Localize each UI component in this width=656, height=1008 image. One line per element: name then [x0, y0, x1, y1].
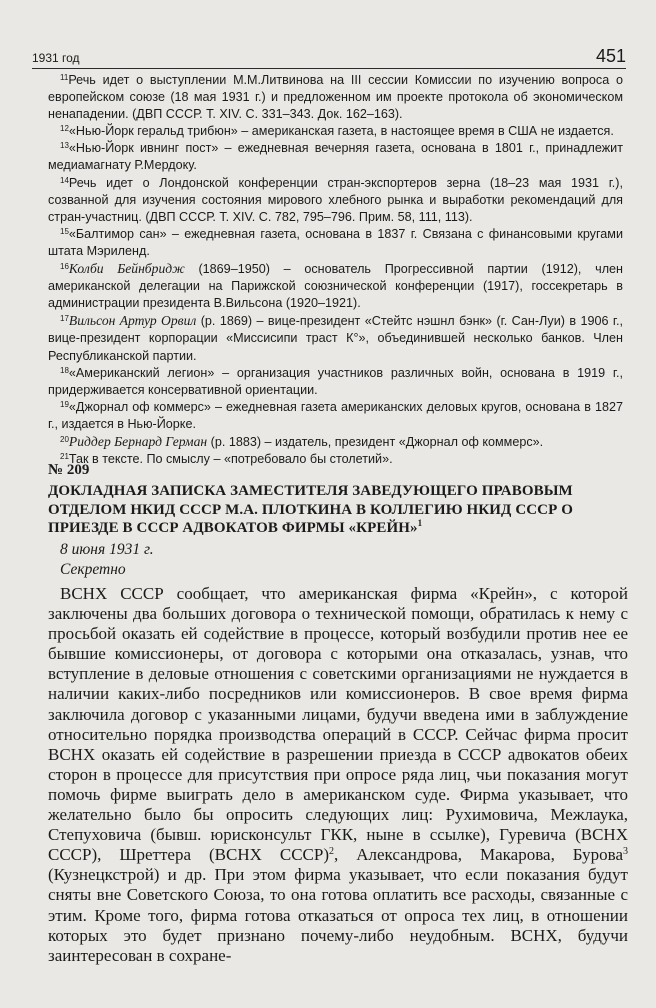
body-text-part2: , Александрова, Макарова, Бурова — [334, 845, 623, 865]
footnote — [48, 312, 623, 364]
footnote-mark: 20 — [60, 434, 69, 444]
footnote-text: «Нью-Йорк геральд трибюн» – американская газета, в настоящее время в США не издается. — [68, 124, 614, 139]
footnote-text: «Американский легион» – организация участников различных войн, основана в 1919 г., придерживается консервативной ориентации. — [48, 365, 623, 397]
footnote-text: Речь идет о Лондонской конференции стран-экспортеров зерна (18–23 мая 1931 г.), созванной для изучения состояния мирового хлебного рынка и выработки рекомендаций для стран-участниц. (ДВП СССР. Т. XIV. С. 782, 795–796. Прим. 58, 111, 113). — [48, 175, 623, 224]
footnote-mark: 16 — [60, 262, 69, 272]
running-head-year: 1931 год — [32, 51, 80, 65]
document-title-text: ДОКЛАДНАЯ ЗАПИСКА ЗАМЕСТИТЕЛЯ ЗАВЕДУЮЩЕГО ПРАВОВЫМ ОТДЕЛОМ НКИД СССР М.А. ПЛОТКИНА В КОЛЛЕГИЮ НКИД СССР О ПРИЕЗДЕ В СССР АДВОКАТОВ ФИРМЫ «КРЕЙН» — [48, 483, 573, 536]
body-text-part3: (Кузнецкстрой) и др. При этом фирма указывает, что если показания будут сняты вне Советского Союза, то она готова оплатить все расходы, связанные с этим. Кроме того, фирма готова отказаться от опроса тех лиц, в отношении которых это будет признано почему-либо неудобным. ВСНХ, будучи заинтересован в сохране- — [48, 865, 628, 965]
document-title — [48, 482, 628, 538]
footnote — [48, 140, 623, 174]
body-text-part1: ВСНХ СССР сообщает, что американская фирма «Крейн», с которой заключены два больших договора о технической помощи, обратилась к нему с просьбой оказать ей содействие в процессе, который возбудили против нее ее бывшие комиссионеры, от договора с которыми она отказалась, узнав, что вступление в деловые отношения с советскими организациями не нуждается в наличии каких-либо посредников или комиссионеров. В свое время фирма заключила договор с указанными лицами, будучи введена ими в заблуждение относительно порядка производства операций в СССР. Сейчас фирма просит ВСНХ оказать ей содействие в разрешении приезда в СССР адвокатов обеих сторон в процессе для присутствия при опросе ряда лиц, чьи показания могут помочь фирме выиграть дело в американском суде. Фирма указывает, что желательно было бы опросить следующих лиц: Рухимовича, Межлаука, Степуховича (бывш. юрисконсульт ГКК, ныне в ссылке), Гуревича (ВСНХ СССР), Шреттера (ВСНХ СССР) — [48, 584, 628, 865]
footnote — [48, 451, 623, 468]
document-classification: Секретно — [60, 561, 126, 578]
footnote-mark: 13 — [60, 141, 69, 151]
footnote-text: (р. 1883) – издатель, президент «Джорнал оф коммерс». — [207, 434, 544, 449]
footnote-person-name: Риддер Бернард Герман — [68, 433, 208, 449]
footnote-text: «Нью-Йорк ивнинг пост» – ежедневная вечерняя газета, основана в 1801 г., принадлежит медиамагнату Р.Мердоку. — [48, 141, 623, 173]
footnote-mark: 21 — [60, 452, 69, 462]
footnote-mark: 15 — [60, 226, 69, 236]
footnote-text: «Джорнал оф коммерс» – ежедневная газета американских деловых кругов, основана в 1827 г., издается в Нью-Йорке. — [48, 399, 623, 431]
footnote-text: «Балтимор сан» – ежедневная газета, основана в 1837 г. Связана с финансовыми кругами штата Мэриленд. — [48, 226, 623, 258]
footnote-mark: 17 — [60, 314, 69, 324]
document-title-note-mark: 1 — [417, 518, 423, 528]
footnote-person-name: Колби Бейнбридж — [68, 261, 185, 277]
document-date: 8 июня 1931 г. — [60, 541, 154, 558]
footnotes-block — [48, 72, 623, 468]
footnote-mark: 11 — [60, 73, 69, 82]
footnote — [48, 175, 623, 226]
footnote-person-name: Вильсон Артур Орвил — [68, 313, 197, 329]
footnote — [48, 399, 623, 433]
footnote-mark: 18 — [60, 365, 69, 375]
footnote — [48, 226, 623, 260]
footnote — [48, 123, 623, 140]
page-number: 451 — [595, 46, 626, 66]
document-body — [48, 584, 628, 966]
footnote — [48, 72, 623, 123]
footnote — [48, 433, 623, 451]
body-paragraph — [48, 584, 628, 966]
footnote-mark: 19 — [60, 399, 69, 409]
footnote-mark: 14 — [60, 175, 69, 185]
footnote-text: (1869–1950) – основатель Прогрессивной партии (1912), член американской делегации на Парижской союзнической конференции (1917), госсекретарь в администрации президента В.Вильсона (1920–1921). — [48, 262, 623, 311]
footnote-mark: 12 — [60, 124, 69, 134]
footnote — [48, 260, 623, 312]
body-note-mark: 3 — [623, 846, 628, 858]
body-note-mark: 2 — [329, 846, 335, 858]
footnote-text: Так в тексте. По смыслу – «потребовало бы столетий». — [68, 452, 393, 467]
running-head — [32, 44, 626, 69]
document-number: № 209 — [48, 462, 90, 478]
footnote-text: Речь идет о выступлении М.М.Литвинова на III сессии Комиссии по изучению вопроса о европейском союзе (18 мая 1931 г.) и предложенном им проекте протокола об экономическом ненападении. (ДВП СССР. Т. XIV. С. 331–343. Док. 162–163). — [48, 73, 623, 122]
footnote — [48, 365, 623, 399]
footnote-text: (р. 1869) – вице-президент «Стейтс нэшнл бэнк» (г. Сан-Луи) в 1906 г., вице-президент корпорации «Миссисипи траст К°», объединившей несколько банков. Член Республиканской партии. — [48, 314, 623, 363]
